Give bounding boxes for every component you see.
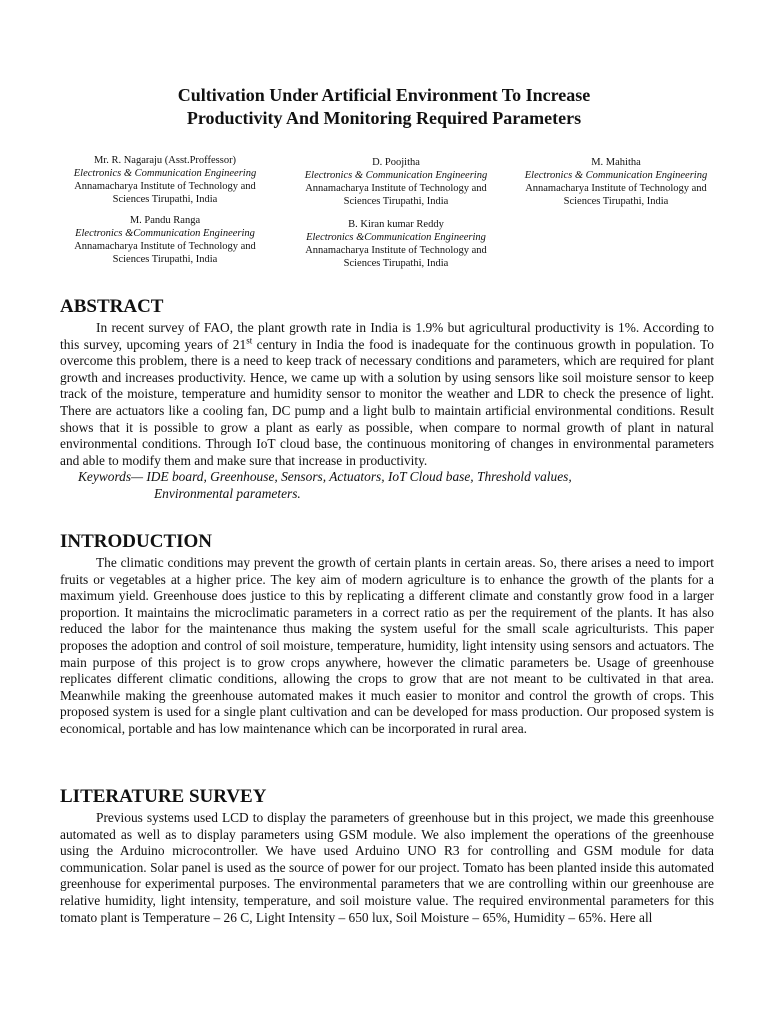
author-1 bbox=[60, 154, 270, 206]
author-3 bbox=[290, 156, 502, 208]
keywords-list: IDE board, Greenhouse, Sensors, Actuators, IoT Cloud base, Threshold values, bbox=[142, 469, 572, 485]
author-name: Mr. R. Nagaraju (Asst.Proffessor) bbox=[93, 155, 237, 166]
literature-survey-heading: LITERATURE SURVEY bbox=[60, 786, 267, 807]
paper-title bbox=[0, 84, 768, 130]
author-dept: Electronics &Communication Engineering bbox=[306, 232, 486, 243]
author-2 bbox=[60, 214, 270, 266]
author-dept: Electronics & Communication Engineering bbox=[524, 170, 708, 181]
author-inst: Sciences Tirupathi, India bbox=[343, 196, 449, 207]
author-name: D. Poojitha bbox=[372, 157, 420, 168]
keywords bbox=[78, 469, 714, 502]
title-line-1: Cultivation Under Artificial Environment To Increase bbox=[177, 85, 591, 105]
keywords-label: Keywords— bbox=[78, 469, 143, 485]
abstract-heading: ABSTRACT bbox=[60, 296, 164, 317]
author-dept: Electronics & Communication Engineering bbox=[73, 168, 257, 179]
author-inst: Annamacharya Institute of Technology and bbox=[525, 183, 707, 194]
literature-survey-section bbox=[60, 786, 714, 926]
author-inst: Sciences Tirupathi, India bbox=[112, 194, 218, 205]
author-name: B. Kiran kumar Reddy bbox=[348, 219, 444, 230]
author-dept: Electronics & Communication Engineering bbox=[304, 170, 488, 181]
author-inst: Annamacharya Institute of Technology and bbox=[305, 245, 487, 256]
author-name: M. Mahitha bbox=[591, 157, 641, 168]
author-4 bbox=[290, 218, 502, 270]
keywords-list-cont: Environmental parameters. bbox=[154, 485, 301, 501]
literature-survey-text: Previous systems used LCD to display the parameters of greenhouse but in this project, we made this greenhouse automated as well as to display parameters using GSM module. We also implement the operations of the greenhouse using the Arduino microcontroller. We have used Arduino UNO R3 for controlling and GSM module for data communication. Solar panel is used as the source of power for our project. Tomato has been planted inside this automated greenhouse for experimental purposes. The environmental parameters that we are controlling within our greenhouse are relative humidity, light intensity, temperature, and soil moisture value. The required environmental parameters for this tomato plant is Temperature – 26 C, Light Intensity – 650 lux, Soil Moisture – 65%, Humidity – 65%. Here all bbox=[60, 810, 714, 925]
author-inst: Annamacharya Institute of Technology and bbox=[74, 241, 256, 252]
author-name: M. Pandu Ranga bbox=[129, 215, 201, 226]
abstract-section bbox=[60, 296, 714, 503]
author-inst: Annamacharya Institute of Technology and bbox=[305, 183, 487, 194]
abstract-text bbox=[60, 320, 714, 469]
abstract-superscript: st bbox=[246, 335, 253, 346]
author-5 bbox=[508, 156, 724, 208]
introduction-heading: INTRODUCTION bbox=[60, 531, 213, 552]
author-inst: Sciences Tirupathi, India bbox=[112, 254, 218, 265]
author-block bbox=[0, 150, 768, 280]
author-inst: Annamacharya Institute of Technology and bbox=[74, 181, 256, 192]
introduction-text: The climatic conditions may prevent the growth of certain plants in certain areas. So, there arises a need to import fruits or vegetables at a higher price. The key aim of modern agriculture is to enhance the growth of the plants for a maximum yield. Greenhouse does justice to this by replicating a different climate and constantly grow food in a larger proportion. It maintains the microclimatic parameters in a correct ratio as per the requirement of the plants. It has also reduced the labor for the maintenance thus making the system useful for the small scale agriculturists. This paper proposes the adoption and control of soil moisture, temperature, humidity, light intensity using sensors and actuators. The main purpose of this project is to grow crops anywhere, however the climatic parameters be. Usage of greenhouse replicates different climatic conditions, allowing the crops to grow that are not meant to be cultivated in that area. Meanwhile making the greenhouse automated makes it much easier to monitor and control the growth of crops. This proposed system is used for a single plant cultivation and can be developed for mass production. Our proposed system is economical, portable and has low maintenance which can be incorporated in rural area. bbox=[60, 555, 714, 736]
author-inst: Sciences Tirupathi, India bbox=[343, 258, 449, 269]
introduction-section bbox=[60, 531, 714, 738]
title-line-2: Productivity And Monitoring Required Parameters bbox=[186, 108, 582, 128]
abstract-text-part: century in India the food is inadequate for the continuous growth in population. To overcome this problem, there is a need to keep track of necessary conditions and parameters, which are required for plant growth and increases productivity. Hence, we came up with a solution by using sensors like soil moisture sensor to keep track of the moisture, temperature and humidity sensor to monitor the weather and LDR to check the presence of light. There are actuators like a cooling fan, DC pump and a light bulb to maintain artificial environmental conditions. Result shows that it is possible to grow a plant as early as possible, when compare to normal growth of plant in natural environmental conditions. Through IoT cloud base, the continuous monitoring of changes in environmental parameters and able to modify them and make sure that increase in productivity. bbox=[60, 336, 714, 468]
abstract-text-part: In recent survey of FAO, the plant growth rate in India is 1.9% but agricultural productivity is 1%. According to this survey, upcoming years of 21 bbox=[60, 320, 714, 352]
author-inst: Sciences Tirupathi, India bbox=[563, 196, 669, 207]
author-dept: Electronics &Communication Engineering bbox=[75, 228, 255, 239]
